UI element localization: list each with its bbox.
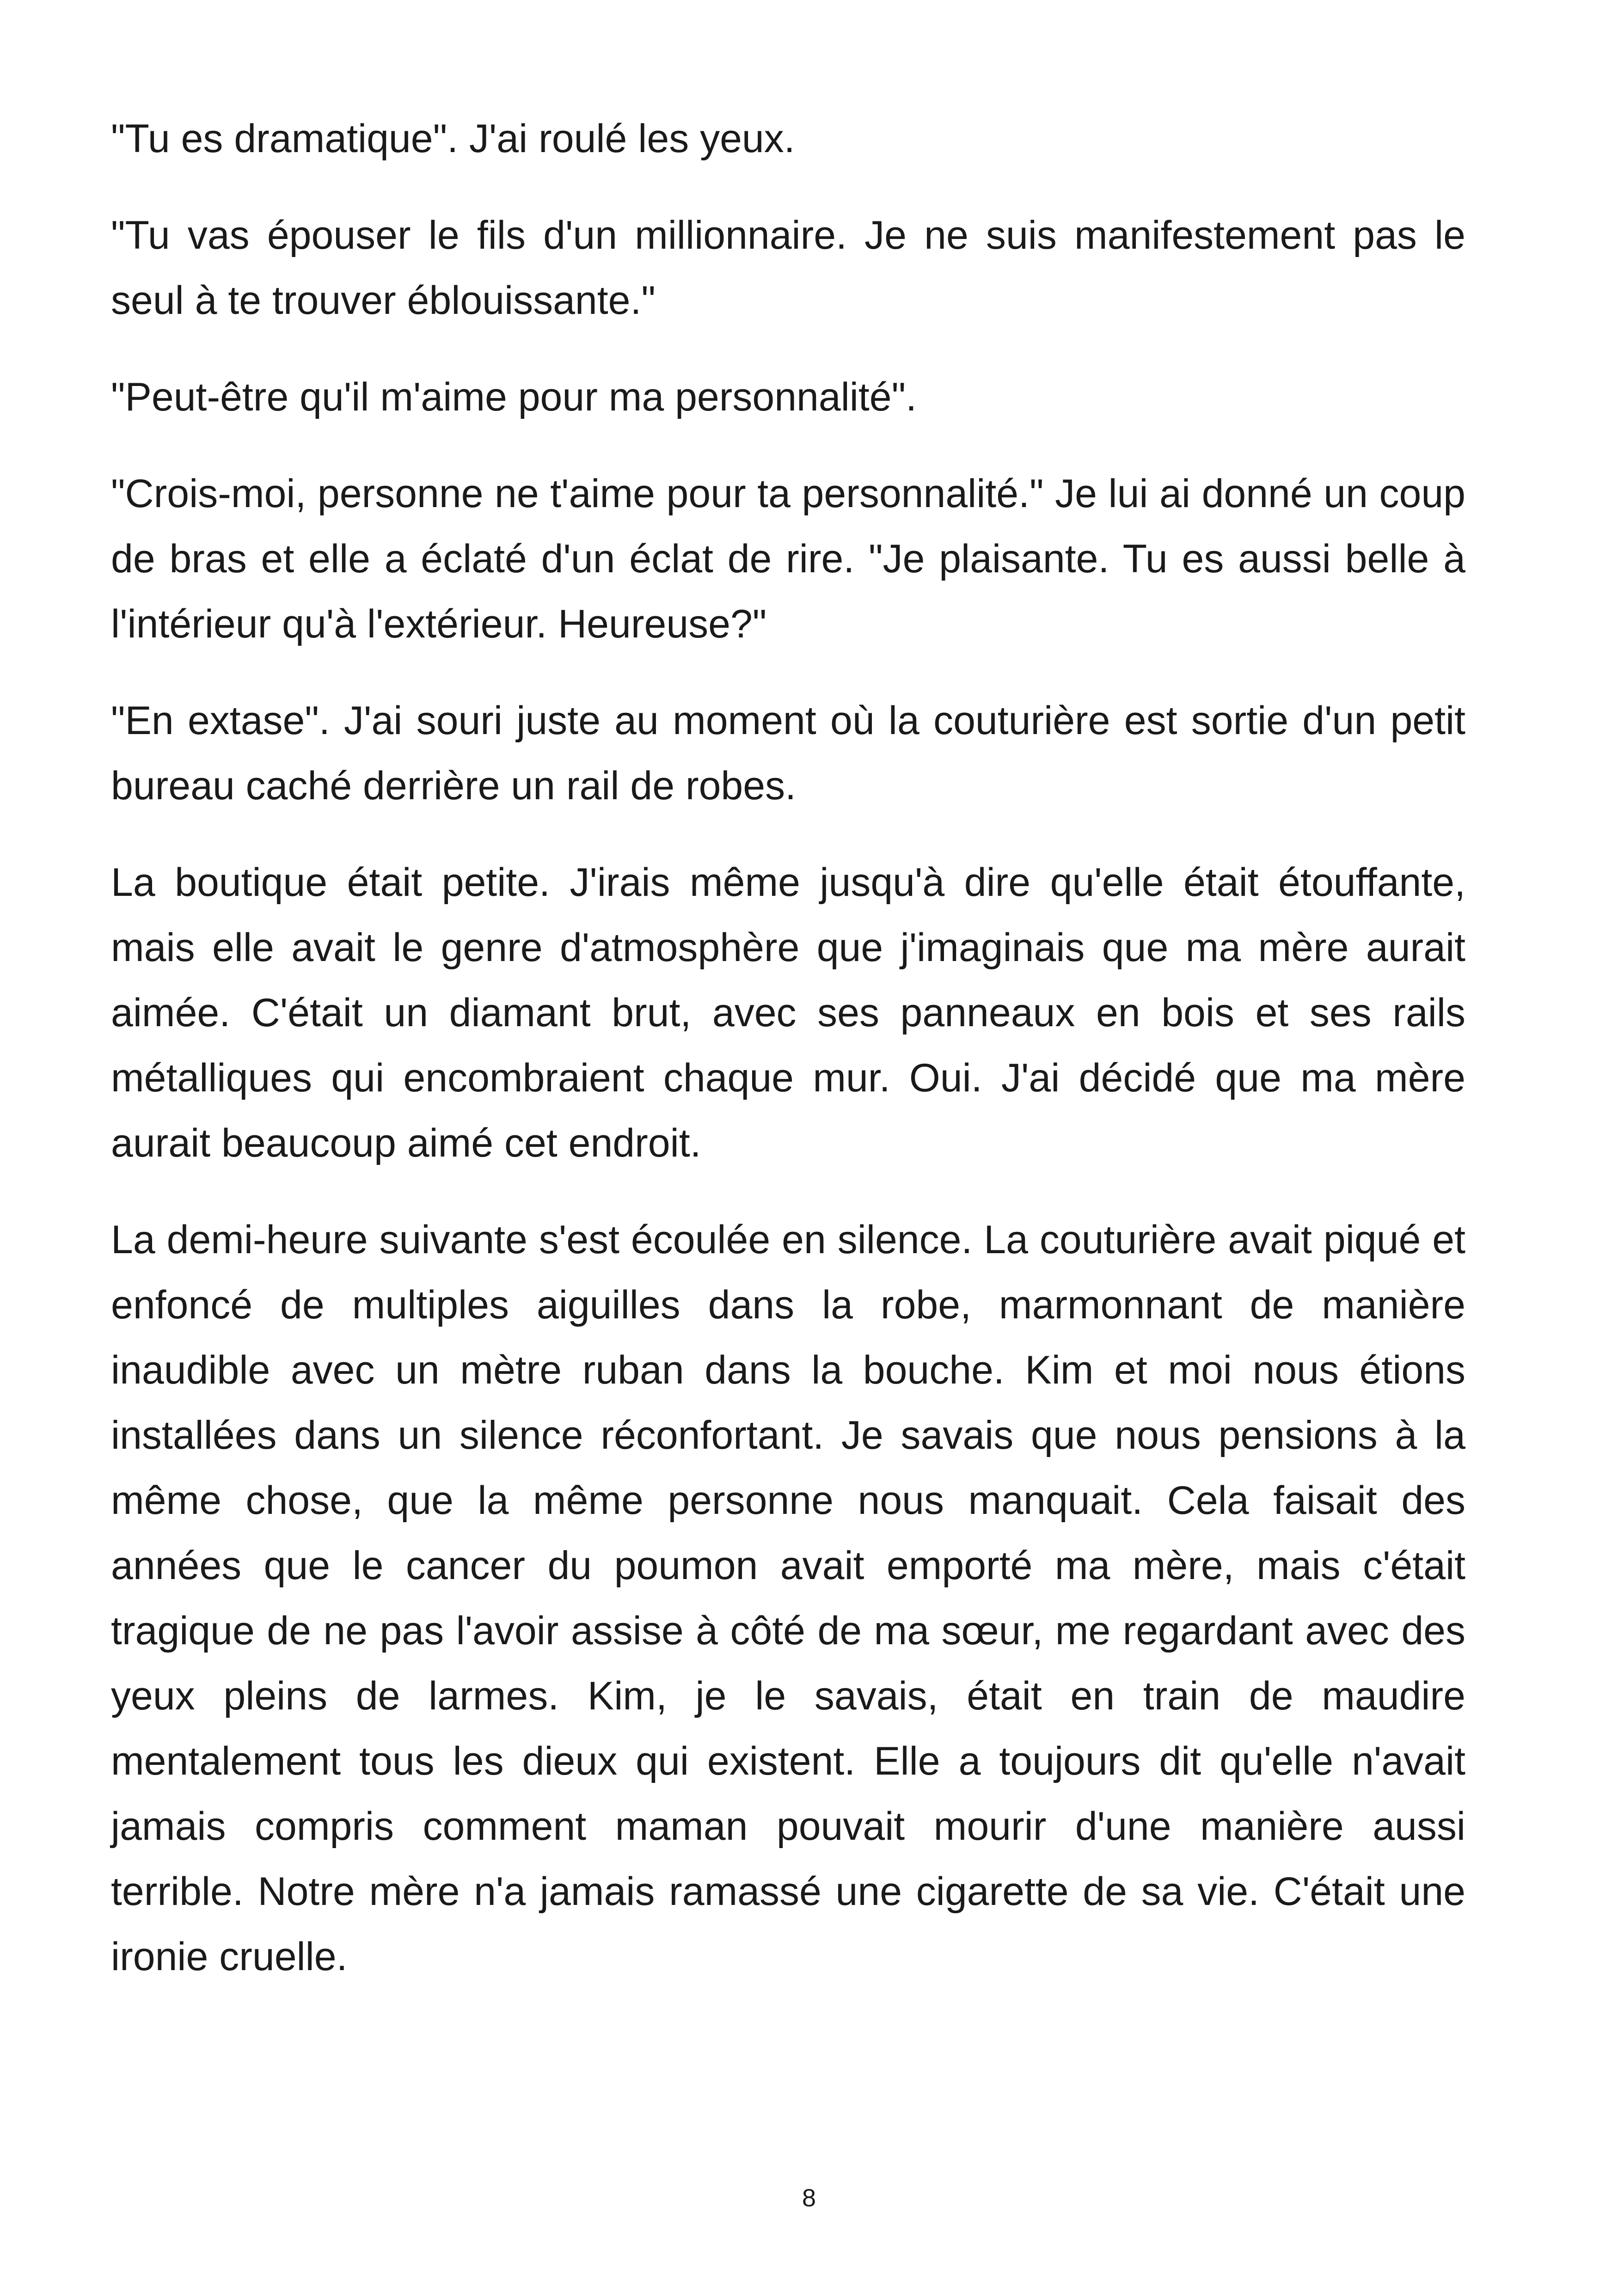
paragraph-2: "Tu vas épouser le fils d'un millionnaire. Je ne suis manifestement pas le seul à te trouver éblouissante." xyxy=(111,213,1465,323)
page-number: 8 xyxy=(802,2184,816,2212)
paragraph-4: "Crois-moi, personne ne t'aime pour ta personnalité." Je lui ai donné un coup de bras et elle a éclaté d'un éclat de rire. "Je plaisante. Tu es aussi belle à l'intérieur qu'à l'extérieur. Heureuse?" xyxy=(111,471,1465,646)
body-text xyxy=(111,106,1465,2021)
paragraph-1: "Tu es dramatique". J'ai roulé les yeux. xyxy=(111,116,795,161)
paragraph-6: La boutique était petite. J'irais même jusqu'à dire qu'elle était étouffante, mais elle avait le genre d'atmosphère que j'imaginais que ma mère aurait aimée. C'était un diamant brut, avec ses panneaux en bois et ses rails métalliques qui encombraient chaque mur. Oui. J'ai décidé que ma mère aurait beaucoup aimé cet endroit. xyxy=(111,860,1465,1165)
paragraph-5: "En extase". J'ai souri juste au moment où la couturière est sortie d'un petit bureau caché derrière un rail de robes. xyxy=(111,698,1465,808)
paragraph-7: La demi-heure suivante s'est écoulée en silence. La couturière avait piqué et enfoncé de multiples aiguilles dans la robe, marmonnant de manière inaudible avec un mètre ruban dans la bouche. Kim et moi nous étions installées dans un silence réconfortant. Je savais que nous pensions à la même chose, que la même personne nous manquait. Cela faisait des années que le cancer du poumon avait emporté ma mère, mais c'était tragique de ne pas l'avoir assise à côté de ma sœur, me regardant avec des yeux pleins de larmes. Kim, je le savais, était en train de maudire mentalement tous les dieux qui existent. Elle a toujours dit qu'elle n'avait jamais compris comment maman pouvait mourir d'une manière aussi terrible. Notre mère n'a jamais ramassé une cigarette de sa vie. C'était une ironie cruelle. xyxy=(111,1218,1465,1979)
paragraph-3: "Peut-être qu'il m'aime pour ma personnalité". xyxy=(111,375,917,419)
